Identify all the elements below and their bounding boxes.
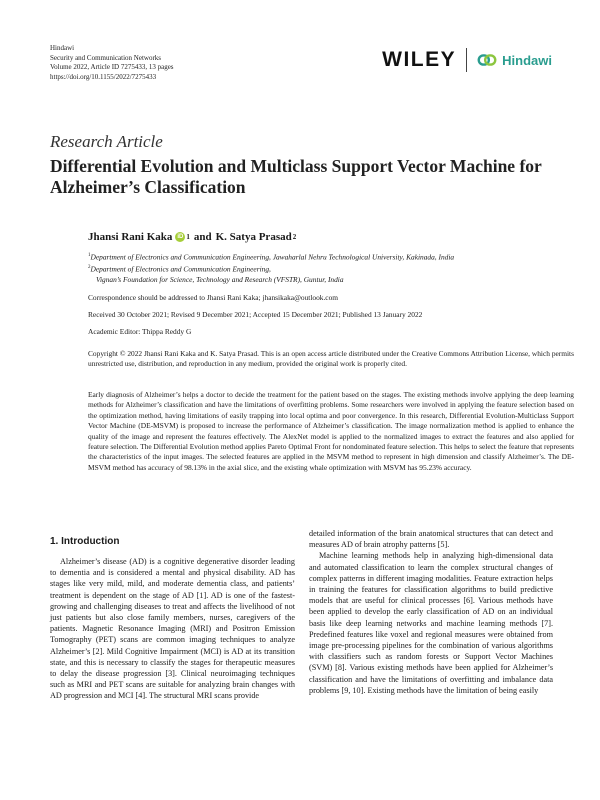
body-column-right (309, 528, 553, 696)
orcid-icon[interactable]: iD (177, 234, 184, 240)
correspondence: Correspondence should be addressed to Jhansi Rani Kaka; jhansikaka@outlook.com (88, 293, 339, 302)
journal-header (50, 44, 174, 82)
affiliation-text: Department of Electronics and Communication Engineering, (90, 264, 271, 274)
article-type: Research Article (50, 132, 163, 151)
hindawi-logo-text: Hindawi (502, 52, 552, 68)
hindawi-logo-icon (476, 49, 498, 71)
publisher-logos (382, 48, 552, 72)
hindawi-logo (476, 49, 552, 71)
author-name: K. Satya Prasad (215, 231, 292, 243)
publication-dates: Received 30 October 2021; Revised 9 December 2021; Accepted 15 December 2021; Published 13 January 2022 (88, 310, 423, 319)
section-heading: 1. Introduction (50, 536, 120, 547)
logo-divider (466, 48, 467, 72)
abstract: Early diagnosis of Alzheimer’s helps a doctor to decide the treatment for the patient based on the stages. The existing methods involve applying the deep learning methods for Alzheimer’s classification and have the limitations of overfitting problems. Some researchers were involved in applying the feature selection based on the optimization method, having limitations of easily trapping into local optima and poor convergence. In this research, Differential Evolution-Multiclass Support Vector Machine (DE-MSVM) is proposed to increase the performance of Alzheimer’s classification. The image normalization method is applied to enhance the quality of the image and represent the features effectively. The AlexNet model is applied to the normalized images to extract the features and also applied for feature selection. The Differential Evolution method applies Pareto Optimal Front for nondominated feature selection. This helps to select the feature that represents the characteristics of the input images. The selected features are applied in the MSVM method to represent in high dimension and classify Alzheimer’s. The DE-MSVM method has accuracy of 98.13% in the axial slice, and the existing whale optimization with MSVM has 95.23% accuracy. (88, 390, 574, 472)
publisher-name: Hindawi (50, 44, 75, 52)
copyright-notice: Copyright © 2022 Jhansi Rani Kaka and K. Satya Prasad. This is an open access article distributed under the Creative Commons Attribution License, which permits unrestricted use, distribution, and reproduction in any medium, provided the original work is properly cited. (88, 349, 574, 369)
affiliations (88, 251, 574, 285)
doi-link[interactable]: https://doi.org/10.1155/2022/7275433 (50, 72, 157, 81)
affiliation-number: 2 (88, 264, 91, 270)
wiley-logo: WILEY (382, 48, 457, 71)
body-column-left (50, 556, 295, 702)
paper-title: Differential Evolution and Multiclass Support Vector Machine for Alzheimer’s Classification (50, 156, 542, 197)
body-paragraph: Machine learning methods help in analyzing high-dimensional data and automated classification to learn the complex structural changes of complex patterns in different imaging modalities. Feature extraction helps in training the features for classification algorithms to build predictive models that are useful for clinical processes [6]. Various methods have been applied to develop the early classification of AD on an individual basis like deep learning networks and machine learning methods [7]. Predefined features like voxel and regional measures were obtained from image pre-processing pipelines for the combination of various algorithms with classifiers such as random forests or Support Vector Machines (SVM) [8]. Various existing methods have been applied for Alzheimer’s classification and have the limitations of overfitting and imbalance data problems [9, 10]. Existing methods have the limitation of being easily (309, 551, 553, 695)
affiliation-line (88, 251, 574, 263)
affiliation-marker: 1 (186, 233, 190, 241)
volume-info: Volume 2022, Article ID 7275433, 13 pages (50, 63, 174, 72)
author-name: Jhansi Rani Kaka (88, 231, 173, 243)
journal-name: Security and Communication Networks (50, 53, 162, 62)
affiliation-line (88, 263, 574, 275)
body-paragraph: Alzheimer’s disease (AD) is a cognitive degenerative disorder leading to dementia and is considered a mental and physical disability. AD has stages like very mild, mild, and moderate dementia class, and patients’ treatment is dependent on the stage of AD [1]. AD is one of the fastest-growing and challenging diseases to treat and affects the livelihood of not just patients but also close family members, nurses, caregivers of the patients. Magnetic Resonance Imaging (MRI) and Positron Emission Tomography (PET) scans are common imaging techniques to analyze Alzheimer’s [2]. Mild Cognitive Impairment (MCI) is AD at its transition state, and this is necessary to classify the stages for therapeutic measures to delay the disease progression [3]. Clinical neuroimaging techniques such as MRI and PET scans are suitable for analyzing brain changes with AD progression and MCI [4]. The structural MRI scans provide (50, 557, 295, 701)
affiliation-text: Department of Electronics and Communication Engineering, Jawaharlal Nehru Technological University, Kakinada, India (90, 252, 455, 262)
body-paragraph: detailed information of the brain anatomical structures that can detect and measures AD of brain atrophy patterns [5]. (309, 529, 553, 550)
affiliation-number: 1 (88, 253, 91, 258)
author-list (88, 231, 296, 243)
affiliation-marker: 2 (292, 233, 297, 241)
author-conjunction: and (193, 231, 212, 243)
affiliation-line: Vignan’s Foundation for Science, Technology and Research (VFSTR), Guntur, India (96, 274, 344, 284)
academic-editor: Academic Editor: Thippa Reddy G (88, 327, 192, 336)
